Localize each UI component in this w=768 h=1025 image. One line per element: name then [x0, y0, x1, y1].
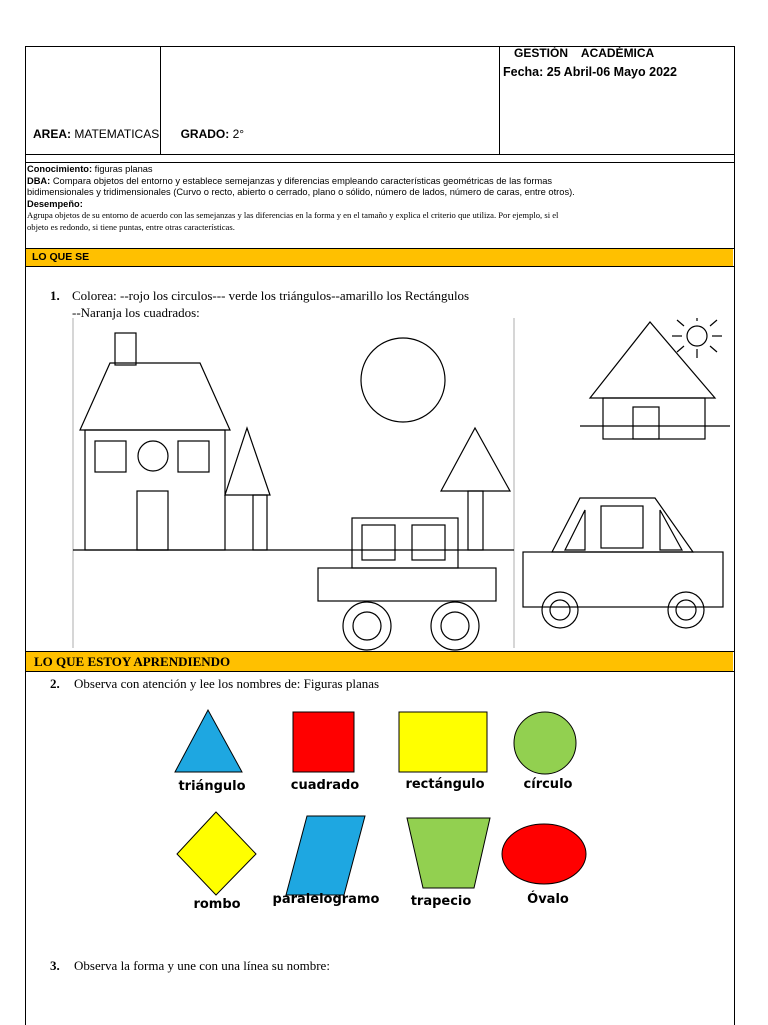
grade-label: GRADO:: [180, 127, 230, 141]
triangle-shape: [175, 710, 242, 772]
square-shape: [293, 712, 354, 772]
item-3-number: 3.: [50, 958, 60, 973]
coloring-drawing: [60, 318, 732, 652]
item-2-number: 2.: [50, 676, 60, 691]
section-bar-lo-que-estoy-aprendiendo: [26, 652, 733, 671]
shape-label-rectangulo: rectángulo: [405, 777, 485, 792]
section-title-lo-que-estoy-aprendiendo: LO QUE ESTOY APRENDIENDO: [34, 654, 231, 669]
trapezoid-shape: [407, 818, 490, 888]
oval-shape: [502, 824, 586, 884]
management-title: GESTIÓN ACADÉMICA: [514, 46, 655, 60]
area-bottom-line: [25, 162, 734, 163]
desempeno-line-1: Agrupa objetos de su entorno de acuerdo con las semejanzas y las diferencias en la forma y en el tamaño y explica el criterio que utiliza. Por ejemplo, si el: [27, 210, 559, 220]
item-3-instruction: Observa la forma y une con una línea su nombre:: [74, 958, 330, 973]
bar1-top-line: [25, 248, 734, 249]
date-label: Fecha: 25 Abril-06 Mayo 2022: [503, 65, 677, 79]
rectangle-shape: [399, 712, 487, 772]
plane-figures: [170, 705, 600, 905]
section-title-lo-que-se: LO QUE SE: [32, 251, 90, 263]
section-bar-lo-que-se: [26, 249, 733, 266]
shape-label-circulo: círculo: [523, 777, 573, 792]
grade-value: 2°: [232, 127, 245, 141]
bar1-bottom-line: [25, 266, 734, 267]
bar2-top-line: [25, 651, 734, 652]
header-bottom-line: [25, 154, 734, 155]
shape-label-triangulo: triángulo: [178, 779, 246, 794]
shape-label-cuadrado: cuadrado: [290, 778, 360, 793]
dba-line-1: Compara objetos del entorno y establece semejanzas y diferencias empleando características geométricas de las formas: [52, 175, 553, 186]
area-row: [33, 127, 244, 141]
area-label: AREA:: [33, 127, 71, 141]
desempeno-line-2: objeto es redondo, si tiene puntas, entre otras características.: [27, 221, 235, 232]
header-divider-2: [499, 46, 500, 154]
parallelogram-shape: [286, 816, 365, 895]
item-1-number: 1.: [50, 288, 60, 303]
shape-label-trapecio: trapecio: [410, 894, 472, 909]
rhombus-shape: [177, 812, 256, 895]
item-1-instruction-line-2: --Naranja los cuadrados:: [72, 305, 200, 320]
conocimiento-label: Conocimiento:: [27, 164, 93, 174]
dba-label: DBA:: [27, 175, 51, 186]
item-1-instruction-line-1: Colorea: --rojo los circulos--- verde los triángulos--amarillo los Rectángulos: [72, 288, 470, 303]
circle-shape: [514, 712, 576, 774]
shape-label-ovalo: Óvalo: [527, 892, 569, 907]
info-block: [27, 164, 732, 233]
area-value: MATEMATICAS: [74, 127, 160, 141]
conocimiento-value: figuras planas: [94, 164, 153, 174]
shape-label-rombo: rombo: [193, 897, 241, 912]
item-2-instruction: Observa con atención y lee los nombres de: Figuras planas: [74, 676, 380, 691]
dba-line-2: bidimensionales y tridimensionales (Curvo o recto, abierto o cerrado, plano o sólido, número de lados, número de caras, entre otros).: [27, 187, 575, 197]
bar2-bottom-line: [25, 671, 734, 672]
desempeno-label: Desempeño:: [27, 198, 83, 209]
shape-label-paralelogramo: paralelogramo: [272, 892, 380, 907]
